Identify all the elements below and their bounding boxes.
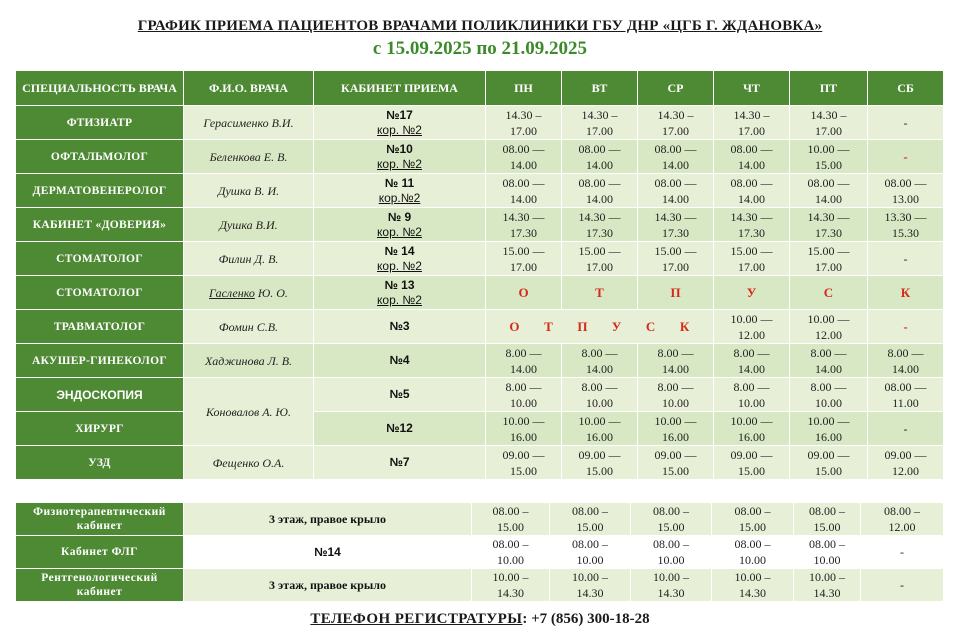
day-cell: 10.00 – 14.30 <box>794 569 861 602</box>
day-cell: 08.00 – 15.00 <box>712 503 794 536</box>
table-row <box>16 242 944 276</box>
table-row <box>16 536 944 569</box>
room-number: № 14 <box>384 243 415 258</box>
day-cell: 08.00 — 14.00 <box>714 140 790 174</box>
specialty-cell: ЭНДОСКОПИЯ <box>16 378 184 412</box>
doctor-cell: Герасименко В.И. <box>184 106 314 140</box>
day-cell: 14.30 – 17.00 <box>790 106 868 140</box>
cabinet-location: 3 этаж, правое крыло <box>184 569 472 602</box>
day-cell: 08.00 — 14.00 <box>562 174 638 208</box>
vacation-letter: К <box>679 318 690 334</box>
day-cell: 08.00 – 12.00 <box>861 503 944 536</box>
table-row <box>16 310 944 344</box>
col-wed: СР <box>638 71 714 106</box>
doctor-cell: Коновалов А. Ю. <box>184 378 314 446</box>
day-cell: 8.00 — 14.00 <box>638 344 714 378</box>
schedule-table <box>15 70 944 480</box>
day-cell: 10.00 — 16.00 <box>714 412 790 446</box>
room-cell <box>314 310 486 344</box>
room-building: кор. №2 <box>377 224 422 239</box>
room-cell <box>314 106 486 140</box>
day-cell: 8.00 — 10.00 <box>562 378 638 412</box>
day-cell: 14.30 – 17.00 <box>638 106 714 140</box>
day-cell: 14.30 — 17.30 <box>486 208 562 242</box>
specialty-cell: ХИРУРГ <box>16 412 184 446</box>
room-cell <box>314 446 486 480</box>
room-building: кор.№2 <box>378 190 421 205</box>
day-cell: 14.30 — 17.30 <box>638 208 714 242</box>
day-cell: 14.30 – 17.00 <box>714 106 790 140</box>
registry-phone <box>0 611 960 628</box>
day-cell: 10.00 — 16.00 <box>638 412 714 446</box>
day-cell: 15.00 — 17.00 <box>790 242 868 276</box>
day-cell: 08.00 — 14.00 <box>714 174 790 208</box>
day-cell: 09.00 — 15.00 <box>638 446 714 480</box>
day-cell: 08.00 – 10.00 <box>794 536 861 569</box>
day-cell: 8.00 — 10.00 <box>486 378 562 412</box>
day-cell: 10.00 — 12.00 <box>714 310 790 344</box>
room-number: №5 <box>389 387 410 401</box>
day-cell: 08.00 – 10.00 <box>631 536 712 569</box>
header-row <box>16 71 944 106</box>
day-cell: 08.00 – 15.00 <box>472 503 550 536</box>
day-cell: 14.30 — 17.30 <box>790 208 868 242</box>
day-cell: 09.00 — 15.00 <box>790 446 868 480</box>
day-cell: - <box>868 310 944 344</box>
day-cell: 15.00 — 17.00 <box>562 242 638 276</box>
table-row <box>16 140 944 174</box>
room-cell <box>314 140 486 174</box>
col-doctor: Ф.И.О. ВРАЧА <box>184 71 314 106</box>
schedule-period: с 15.09.2025 по 21.09.2025 <box>372 38 588 59</box>
day-cell: 14.30 – 17.00 <box>486 106 562 140</box>
day-cell: 08.00 — 11.00 <box>868 378 944 412</box>
vacation-span <box>486 310 714 344</box>
phone-label: ТЕЛЕФОН РЕГИСТРАТУРЫ <box>310 611 523 627</box>
doctor-cell: Хаджинова Л. В. <box>184 344 314 378</box>
doctor-cell: Филин Д. В. <box>184 242 314 276</box>
table-row <box>16 378 944 412</box>
table-row <box>16 344 944 378</box>
vacation-letter: Т <box>562 276 638 310</box>
cabinet-location: №14 <box>184 536 472 569</box>
specialty-cell: ДЕРМАТОВЕНЕРОЛОГ <box>16 174 184 208</box>
room-building: кор. №2 <box>377 258 422 273</box>
room-number: №3 <box>389 319 410 333</box>
day-cell: 08.00 – 10.00 <box>472 536 550 569</box>
schedule-title: ГРАФИК ПРИЕМА ПАЦИЕНТОВ ВРАЧАМИ ПОЛИКЛИНИКИ ГБУ ДНР «ЦГБ Г. ЖДАНОВКА» <box>137 18 823 34</box>
room-cell <box>314 378 486 412</box>
doctor-cell: Гасленко Ю. О. <box>184 276 314 310</box>
day-cell: 09.00 — 15.00 <box>562 446 638 480</box>
specialty-cell: ТРАВМАТОЛОГ <box>16 310 184 344</box>
specialty-cell: ФТИЗИАТР <box>16 106 184 140</box>
day-cell: - <box>868 242 944 276</box>
day-cell: 10.00 – 14.30 <box>712 569 794 602</box>
room-cell <box>314 242 486 276</box>
day-cell: 13.30 — 15.30 <box>868 208 944 242</box>
room-cell <box>314 208 486 242</box>
phone-number: : +7 (856) 300-18-28 <box>522 611 650 627</box>
col-room: КАБИНЕТ ПРИЕМА <box>314 71 486 106</box>
doctor-cell: Беленкова Е. В. <box>184 140 314 174</box>
day-cell: 14.30 — 17.30 <box>714 208 790 242</box>
vacation-letter: С <box>645 318 656 334</box>
table-row <box>16 106 944 140</box>
room-cell <box>314 174 486 208</box>
day-cell: 8.00 — 14.00 <box>868 344 944 378</box>
doctor-cell: Душка В. И. <box>184 174 314 208</box>
day-cell: - <box>868 140 944 174</box>
day-cell: 15.00 — 17.00 <box>638 242 714 276</box>
table-row <box>16 446 944 480</box>
day-cell: 08.00 — 13.00 <box>868 174 944 208</box>
day-cell: 08.00 – 10.00 <box>550 536 631 569</box>
day-cell: 10.00 — 16.00 <box>562 412 638 446</box>
col-sat: СБ <box>868 71 944 106</box>
room-number: №17 <box>386 107 413 122</box>
cabinet-name: Физиотерапевтический кабинет <box>16 503 184 536</box>
specialty-cell: УЗД <box>16 446 184 480</box>
doctor-cell: Фомин С.В. <box>184 310 314 344</box>
day-cell: 09.00 — 15.00 <box>714 446 790 480</box>
cabinet-name: Кабинет ФЛГ <box>16 536 184 569</box>
day-cell: 8.00 — 14.00 <box>562 344 638 378</box>
day-cell: 08.00 — 14.00 <box>486 140 562 174</box>
day-cell: 14.30 – 17.00 <box>562 106 638 140</box>
day-cell: 08.00 — 14.00 <box>638 140 714 174</box>
col-specialty: СПЕЦИАЛЬНОСТЬ ВРАЧА <box>16 71 184 106</box>
specialty-cell: АКУШЕР-ГИНЕКОЛОГ <box>16 344 184 378</box>
day-cell: 10.00 — 16.00 <box>486 412 562 446</box>
specialty-cell: СТОМАТОЛОГ <box>16 242 184 276</box>
specialty-cell: ОФТАЛЬМОЛОГ <box>16 140 184 174</box>
table-row <box>16 412 944 446</box>
day-cell: 10.00 — 12.00 <box>790 310 868 344</box>
day-cell: 14.30 — 17.30 <box>562 208 638 242</box>
day-cell: 08.00 — 14.00 <box>562 140 638 174</box>
col-mon: ПН <box>486 71 562 106</box>
day-cell: 10.00 – 14.30 <box>631 569 712 602</box>
day-cell: 09.00 — 15.00 <box>486 446 562 480</box>
vacation-letter: П <box>577 318 588 334</box>
room-building: кор. №2 <box>377 156 422 171</box>
day-cell: 09.00 — 12.00 <box>868 446 944 480</box>
vacation-letter: У <box>714 276 790 310</box>
vacation-letter: П <box>638 276 714 310</box>
room-number: №10 <box>386 141 413 156</box>
room-cell <box>314 344 486 378</box>
day-cell: 8.00 — 10.00 <box>638 378 714 412</box>
day-cell: 8.00 — 14.00 <box>714 344 790 378</box>
room-number: № 9 <box>387 209 412 224</box>
day-cell: 15.00 — 17.00 <box>714 242 790 276</box>
day-cell: - <box>868 106 944 140</box>
day-cell: 08.00 – 15.00 <box>631 503 712 536</box>
room-cell <box>314 412 486 446</box>
room-number: №12 <box>386 421 413 435</box>
day-cell: - <box>861 536 944 569</box>
room-building: кор. №2 <box>377 292 422 307</box>
day-cell: - <box>868 412 944 446</box>
specialty-cell: КАБИНЕТ «ДОВЕРИЯ» <box>16 208 184 242</box>
table-row <box>16 503 944 536</box>
vacation-letter: О <box>509 318 520 334</box>
table-row <box>16 174 944 208</box>
day-cell: 10.00 – 14.30 <box>472 569 550 602</box>
room-number: №7 <box>389 455 410 469</box>
room-number: № 13 <box>384 277 415 292</box>
day-cell: 8.00 — 14.00 <box>790 344 868 378</box>
cabinet-name: Рентгенологический кабинет <box>16 569 184 602</box>
room-number: № 11 <box>384 175 415 190</box>
col-fri: ПТ <box>790 71 868 106</box>
room-building: кор. №2 <box>377 122 422 137</box>
col-thu: ЧТ <box>714 71 790 106</box>
day-cell: 8.00 — 10.00 <box>714 378 790 412</box>
day-cell: 15.00 — 17.00 <box>486 242 562 276</box>
doctor-cell: Фещенко О.А. <box>184 446 314 480</box>
table-row <box>16 208 944 242</box>
cabinet-location: 3 этаж, правое крыло <box>184 503 472 536</box>
vacation-letter: С <box>790 276 868 310</box>
day-cell: - <box>861 569 944 602</box>
table-row <box>16 276 944 310</box>
day-cell: 10.00 – 14.30 <box>550 569 631 602</box>
day-cell: 08.00 – 10.00 <box>712 536 794 569</box>
day-cell: 10.00 — 16.00 <box>790 412 868 446</box>
day-cell: 08.00 — 14.00 <box>486 174 562 208</box>
day-cell: 08.00 — 14.00 <box>638 174 714 208</box>
col-tue: ВТ <box>562 71 638 106</box>
room-number: №4 <box>389 353 410 367</box>
day-cell: 10.00 — 15.00 <box>790 140 868 174</box>
day-cell: 08.00 — 14.00 <box>790 174 868 208</box>
vacation-letter: К <box>868 276 944 310</box>
day-cell: 08.00 – 15.00 <box>794 503 861 536</box>
extra-schedule-table <box>15 502 944 602</box>
table-row <box>16 569 944 602</box>
day-cell: 8.00 — 14.00 <box>486 344 562 378</box>
room-cell <box>314 276 486 310</box>
vacation-letter: У <box>611 318 622 334</box>
vacation-letter: О <box>486 276 562 310</box>
day-cell: 8.00 — 10.00 <box>790 378 868 412</box>
vacation-letter: Т <box>544 318 553 334</box>
day-cell: 08.00 – 15.00 <box>550 503 631 536</box>
doctor-cell: Душка В.И. <box>184 208 314 242</box>
specialty-cell: СТОМАТОЛОГ <box>16 276 184 310</box>
